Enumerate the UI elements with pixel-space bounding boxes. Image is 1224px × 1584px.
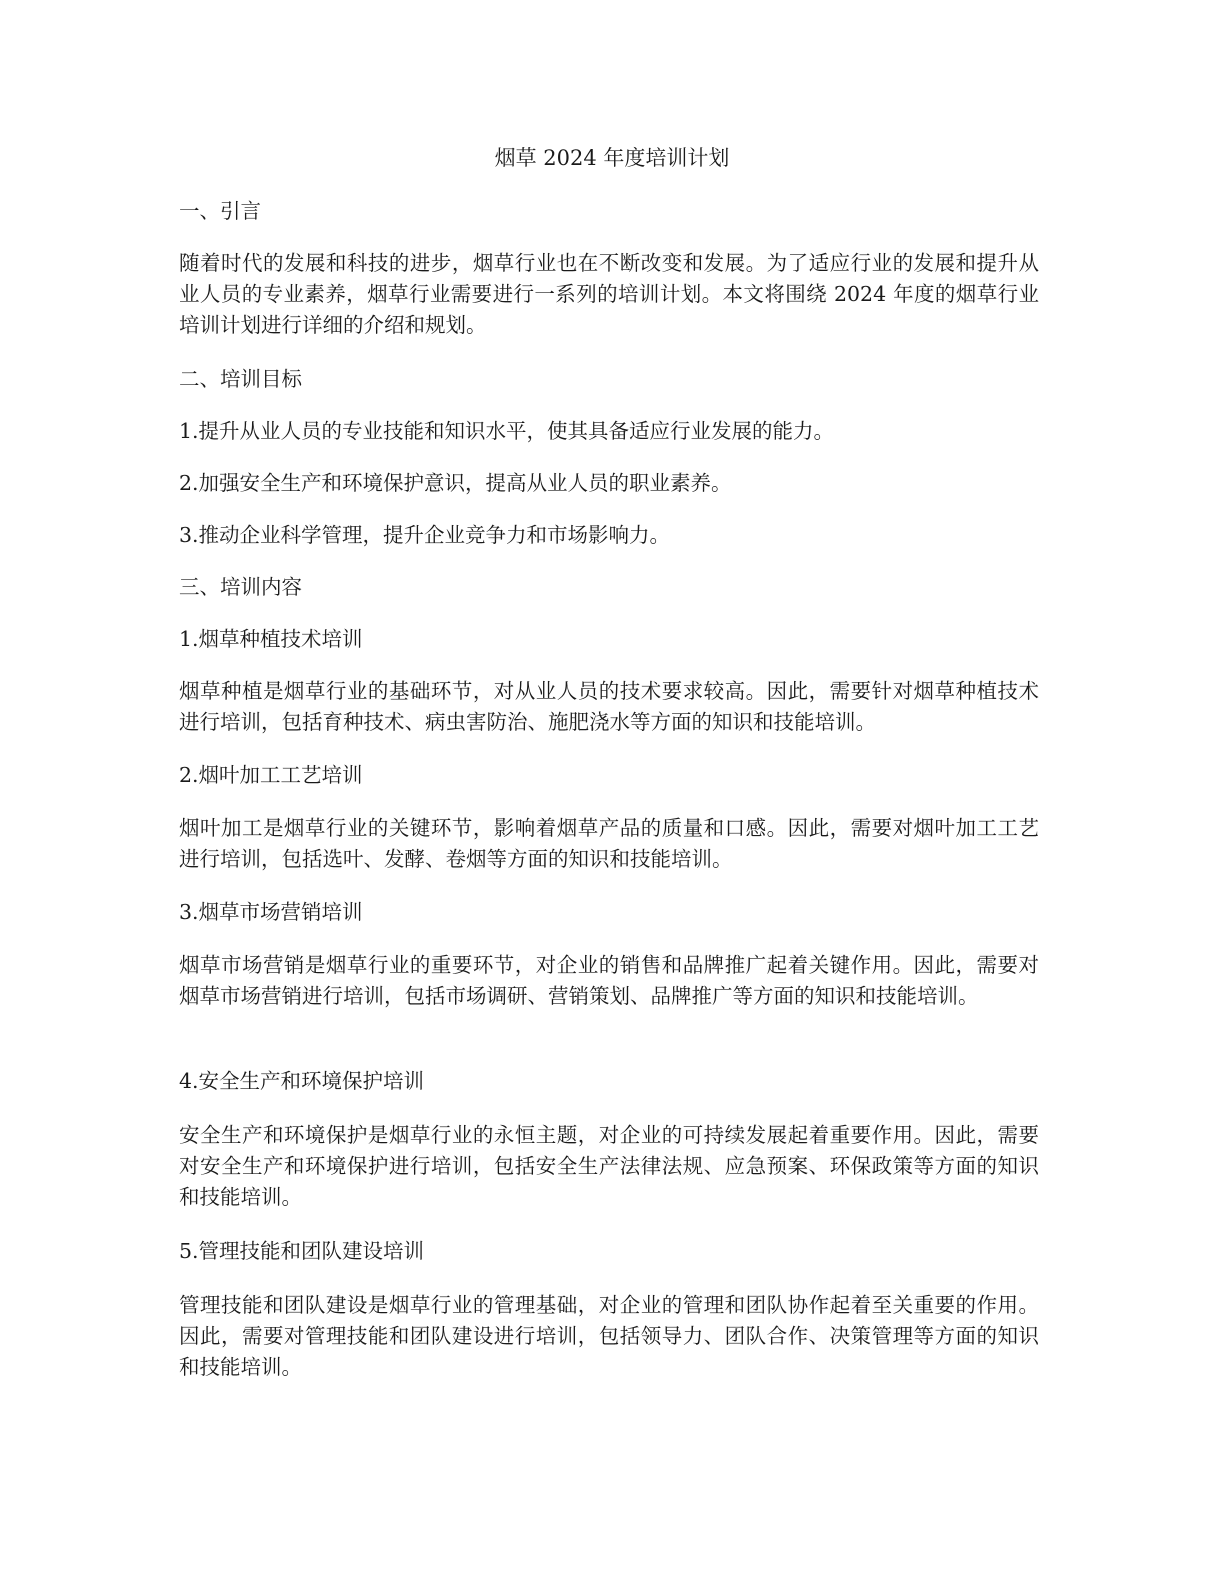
goal-item-3: 3.推动企业科学管理，提升企业竞争力和市场影响力。 — [179, 523, 671, 547]
content-item-5-paragraph: 管理技能和团队建设是烟草行业的管理基础，对企业的管理和团队协作起着至关重要的作用。因此，需要对管理技能和团队建设进行培训，包括领导力、团队合作、决策管理等方面的知识和技能培训。 — [179, 1293, 1039, 1379]
goal-item-2: 2.加强安全生产和环境保护意识，提高从业人员的职业素养。 — [179, 471, 732, 495]
content-item-2-heading: 2.烟叶加工工艺培训 — [179, 763, 363, 787]
content-item-4-paragraph: 安全生产和环境保护是烟草行业的永恒主题，对企业的可持续发展起着重要作用。因此，需要对安全生产和环境保护进行培训，包括安全生产法律法规、应急预案、环保政策等方面的知识和技能培训。 — [179, 1123, 1039, 1209]
content-item-1-paragraph: 烟草种植是烟草行业的基础环节，对从业人员的技术要求较高。因此，需要针对烟草种植技术进行培训，包括育种技术、病虫害防治、施肥浇水等方面的知识和技能培训。 — [179, 679, 1039, 734]
document-title: 烟草 2024 年度培训计划 — [494, 146, 730, 170]
section-heading-intro: 一、引言 — [179, 199, 261, 223]
intro-paragraph: 随着时代的发展和科技的进步，烟草行业也在不断改变和发展。为了适应行业的发展和提升从业人员的专业素养，烟草行业需要进行一系列的培训计划。本文将围绕 2024 年度的烟草行业培训计划进行详细的介绍和规划。 — [179, 251, 1039, 337]
content-item-3-paragraph: 烟草市场营销是烟草行业的重要环节，对企业的销售和品牌推广起着关键作用。因此，需要对烟草市场营销进行培训，包括市场调研、营销策划、品牌推广等方面的知识和技能培训。 — [179, 953, 1039, 1008]
section-heading-goals: 二、培训目标 — [179, 367, 302, 391]
content-item-3-heading: 3.烟草市场营销培训 — [179, 900, 363, 924]
content-item-2-paragraph: 烟叶加工是烟草行业的关键环节，影响着烟草产品的质量和口感。因此，需要对烟叶加工工艺进行培训，包括选叶、发酵、卷烟等方面的知识和技能培训。 — [179, 816, 1039, 871]
content-item-4-heading: 4.安全生产和环境保护培训 — [179, 1069, 425, 1093]
goal-item-1: 1.提升从业人员的专业技能和知识水平，使其具备适应行业发展的能力。 — [179, 419, 835, 443]
section-heading-content: 三、培训内容 — [179, 575, 302, 599]
content-item-5-heading: 5.管理技能和团队建设培训 — [179, 1239, 425, 1263]
content-item-1-heading: 1.烟草种植技术培训 — [179, 627, 363, 651]
